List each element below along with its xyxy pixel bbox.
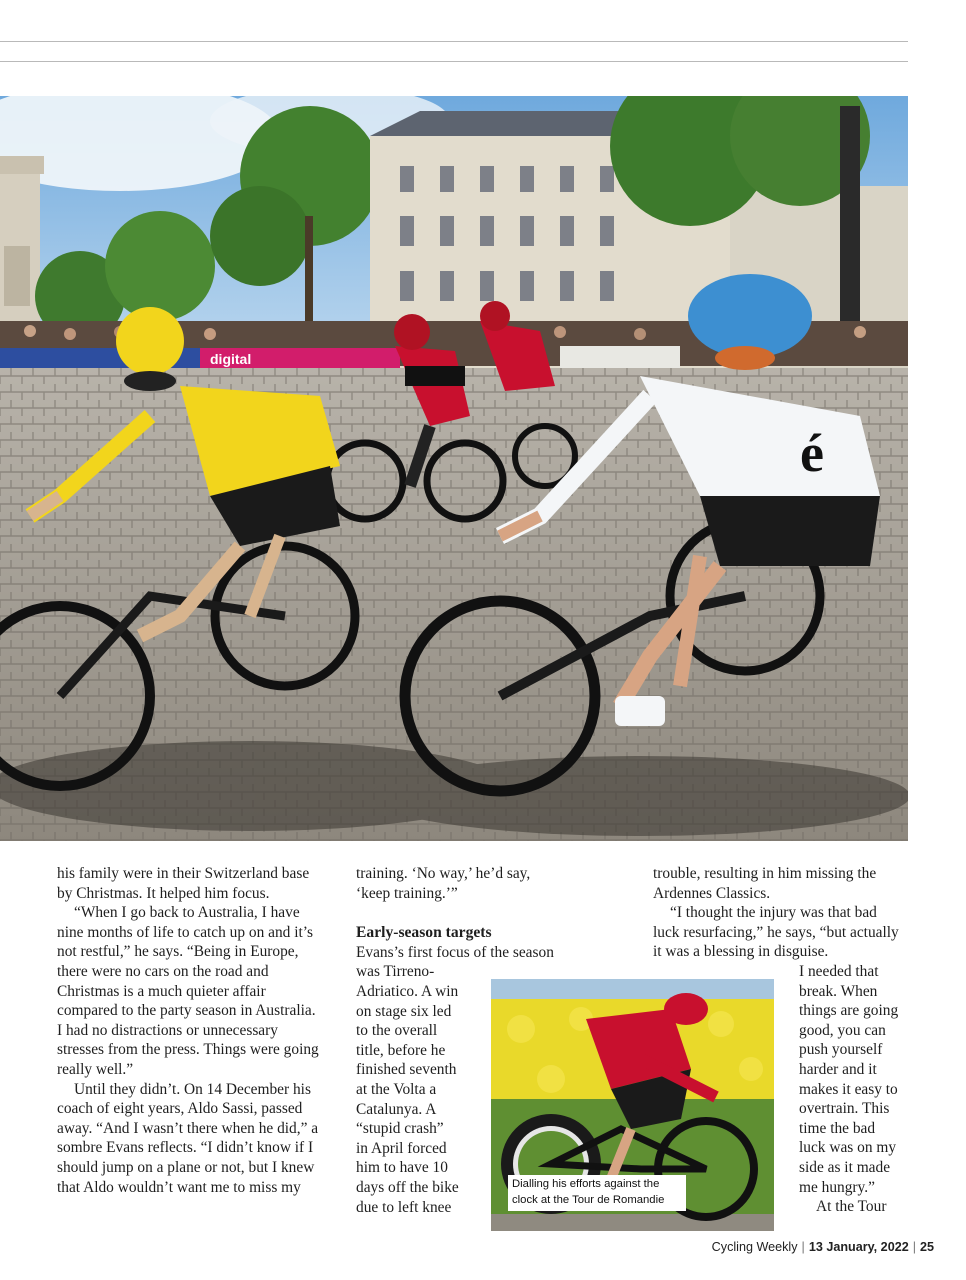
col2-line: Adriatico. A win — [356, 982, 459, 1000]
col3-line: good, you can — [799, 1021, 886, 1039]
hero-photo — [0, 96, 908, 841]
inset-caption: Dialling his efforts against the clock at the Tour de Romandie — [508, 1175, 686, 1211]
col2-line: was Tirreno- — [356, 963, 435, 981]
col3-line: side as it made — [799, 1158, 891, 1176]
col2-line: to the overall — [356, 1022, 438, 1040]
col3-line: things are going — [799, 1002, 899, 1020]
col2-line: title, before he — [356, 1041, 446, 1059]
col3-line: me hungry.” — [799, 1178, 875, 1196]
col2-line: him to have 10 — [356, 1159, 448, 1177]
col3-paragraph-1: trouble, resulting in him missing the Ardennes Classics. — [653, 865, 877, 902]
subhead-early-season-targets: Early-season targets — [356, 924, 492, 942]
text-column-1 — [57, 864, 319, 1197]
col2-line: days off the bike — [356, 1178, 459, 1196]
col2-line: finished seventh — [356, 1061, 457, 1079]
col2-line: at the Volta a — [356, 1080, 437, 1098]
col2-line: due to left knee — [356, 1198, 452, 1216]
col3-line: luck was on my — [799, 1139, 897, 1157]
issue-date: 13 January, 2022 — [808, 1240, 909, 1254]
col3-line: harder and it — [799, 1060, 877, 1078]
col3-line: time the bad — [799, 1119, 876, 1137]
col1-paragraph-2: “When I go back to Australia, I have nine months of life to catch up on and it’s not restful,” he says. “Being in Europe, there were no cars on the road and Christmas is a much quieter affair compared to the party season in Australia. I had no distractions or unnecessary stresses from the press. Things were going really well.” — [57, 904, 319, 1078]
col3-line: break. When — [799, 982, 878, 1000]
col3-paragraph-3: At the Tour — [816, 1198, 887, 1216]
top-rule-secondary — [0, 61, 908, 62]
magazine-name: Cycling Weekly — [711, 1240, 798, 1254]
banner-text: digital — [210, 351, 252, 367]
col2-line: Catalunya. A — [356, 1100, 437, 1118]
svg-text:é: é — [800, 423, 824, 483]
col2-line: “stupid crash” — [356, 1120, 444, 1138]
page-number: 25 — [919, 1240, 934, 1254]
col1-paragraph-1: his family were in their Switzerland base by Christmas. It helped him focus. — [57, 865, 310, 902]
col3-paragraph-2: “I thought the injury was that bad luck resurfacing,” he says, “but actually it was a blessing in disguise. — [653, 904, 899, 961]
col3-line: I needed that — [799, 962, 879, 980]
col2-line: on stage six led — [356, 1002, 452, 1020]
col3-line: overtrain. This — [799, 1100, 890, 1118]
page-footer: Cycling Weekly | 13 January, 2022 | 25 — [711, 1240, 934, 1254]
col3-line: makes it easy to — [799, 1080, 898, 1098]
col2-paragraph-1: training. ‘No way,’ he’d say, ‘keep training.’” — [356, 865, 531, 902]
col1-paragraph-3: Until they didn’t. On 14 December his coach of eight years, Aldo Sassi, passed away. “And I wasn’t there when he did,” a sombre Evans reflects. “I didn’t know if I should jump on a plane or not, but I knew that Aldo wouldn’t want me to miss my — [57, 1080, 319, 1196]
col2-line: Evans’s first focus of the season — [356, 943, 554, 961]
top-rule — [0, 41, 908, 42]
col2-line: in April forced — [356, 1139, 447, 1157]
col3-line: push yourself — [799, 1041, 883, 1059]
